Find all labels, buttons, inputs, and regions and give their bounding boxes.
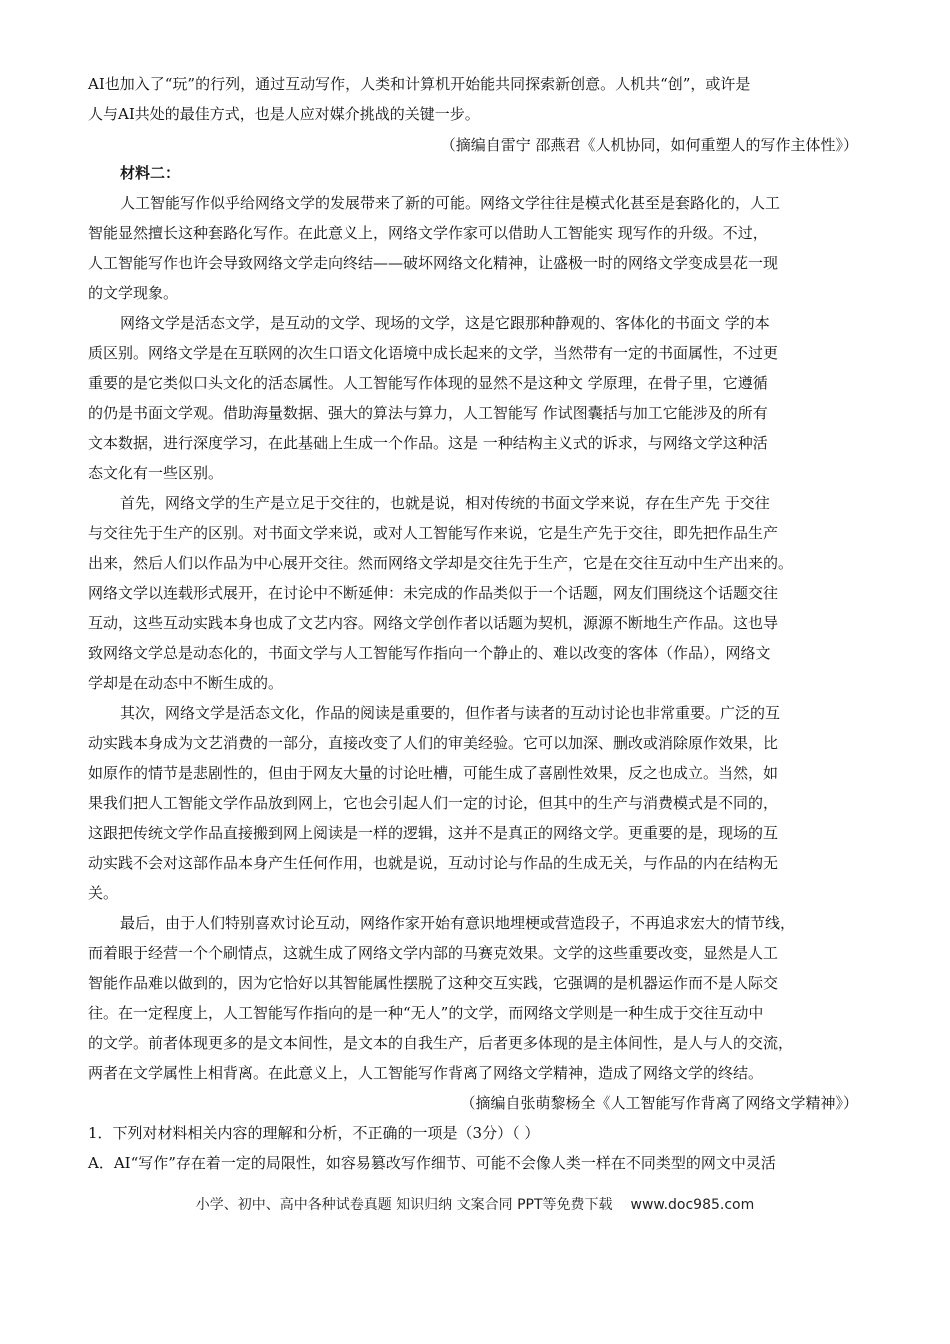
body-line: 重要的是它类似口头文化的活态属性。人工智能写作体现的显然不是这种文 学原理，在骨子里，它遵循 xyxy=(88,374,768,392)
body-line: 态文化有一些区别。 xyxy=(88,464,224,482)
body-line: 致网络文学总是动态化的，书面文学与人工智能写作指向一个静止的、难以改变的客体（作品），网络文 xyxy=(88,644,771,662)
body-line: 两者在文学属性上相背离。在此意义上，人工智能写作背离了网络文学精神，造成了网络文学的终结。 xyxy=(88,1064,764,1082)
body-line: 人工智能写作也许会导致网络文学走向终结——破坏网络文化精神，让盛极一时的网络文学变成昙花一现 xyxy=(88,254,779,272)
body-line: 人与AI共处的最佳方式，也是人应对媒介挑战的关键一步。 xyxy=(88,105,480,123)
body-line: 的文学现象。 xyxy=(88,284,179,302)
body-line: 往。在一定程度上，人工智能写作指向的是一种“无人”的文学，而网络文学则是一种生成于交往互动中 xyxy=(88,1004,764,1022)
body-line: 文本数据，进行深度学习，在此基础上生成一个作品。这是 一种结构主义式的诉求，与网络文学这种活 xyxy=(88,434,768,452)
body-line: 质区别。网络文学是在互联网的次生口语文化语境中成长起来的文学，当然带有一定的书面属性，不过更 xyxy=(88,344,779,362)
question-stem: 1．下列对材料相关内容的理解和分析，不正确的一项是（3分）（ ） xyxy=(88,1124,540,1142)
body-line: 的仍是书面文学观。借助海量数据、强大的算法与算力，人工智能写 作试图囊括与加工它能涉及的所有 xyxy=(88,404,768,422)
body-line: 最后，由于人们特别喜欢讨论互动，网络作家开始有意识地埋梗或营造段子，不再追求宏大的情节线， xyxy=(120,914,796,932)
answer-option-a: A．AI“写作”存在着一定的局限性，如容易篡改写作细节、可能不会像人类一样在不同类型的网文中灵活 xyxy=(88,1154,776,1172)
body-line: 智能作品难以做到的，因为它恰好以其智能属性摆脱了这种交互实践，它强调的是机器运作而不是人际交 xyxy=(88,974,779,992)
body-line: 与交往先于生产的区别。对书面文学来说，或对人工智能写作来说，它是生产先于交往，即先把作品生产 xyxy=(88,524,779,542)
body-line: 关。 xyxy=(88,884,119,902)
body-line: 而着眼于经营一个个刷情点，这就生成了网络文学内部的马赛克效果。文学的这些重要改变，显然是人工 xyxy=(88,944,779,962)
body-line: 的文学。前者体现更多的是文本间性，是文本的自我生产，后者更多体现的是主体间性，是人与人的交流， xyxy=(88,1034,794,1052)
body-line: 智能显然擅长这种套路化写作。在此意义上，网络文学作家可以借助人工智能实 现写作的升级。不过， xyxy=(88,224,768,242)
section-heading: 材料二： xyxy=(120,164,181,182)
body-line: 网络文学是活态文学，是互动的文学、现场的文学，这是它跟那种静观的、客体化的书面文 学的本 xyxy=(120,314,770,332)
source-citation: （摘编自雷宁 邵燕君《人机协同，如何重塑人的写作主体性》） xyxy=(440,136,858,154)
footer-url[interactable]: www.doc985.com xyxy=(630,1197,755,1213)
body-line: 这跟把传统文学作品直接搬到网上阅读是一样的逻辑，这并不是真正的网络文学。更重要的是，现场的互 xyxy=(88,824,779,842)
body-line: 学却是在动态中不断生成的。 xyxy=(88,674,284,692)
body-line: 动实践不会对这部作品本身产生任何作用，也就是说，互动讨论与作品的生成无关，与作品的内在结构无 xyxy=(88,854,779,872)
body-line: 互动，这些互动实践本身也成了文艺内容。网络文学创作者以话题为契机，源源不断地生产作品。这也导 xyxy=(88,614,779,632)
body-line: 首先，网络文学的生产是立足于交往的，也就是说，相对传统的书面文学来说，存在生产先 于交往 xyxy=(120,494,770,512)
body-line: 动实践本身成为文艺消费的一部分，直接改变了人们的审美经验。它可以加深、删改或消除原作效果，比 xyxy=(88,734,779,752)
body-line: AI也加入了“玩”的行列，通过互动写作，人类和计算机开始能共同探索新创意。人机共“创”，或许是 xyxy=(88,75,751,93)
body-line: 人工智能写作似乎给网络文学的发展带来了新的可能。网络文学往往是模式化甚至是套路化的，人工 xyxy=(120,194,781,212)
page-footer xyxy=(0,1194,950,1214)
footer-text: 小学、初中、高中各种试卷真题 知识归纳 文案合同 PPT等免费下载 xyxy=(195,1197,613,1213)
body-line: 其次，网络文学是活态文化，作品的阅读是重要的，但作者与读者的互动讨论也非常重要。广泛的互 xyxy=(120,704,781,722)
body-line: 出来，然后人们以作品为中心展开交往。然而网络文学却是交往先于生产，它是在交往互动中生产出来的。 xyxy=(88,554,794,572)
body-line: 果我们把人工智能文学作品放到网上，它也会引起人们一定的讨论，但其中的生产与消费模式是不同的， xyxy=(88,794,779,812)
body-line: 网络文学以连载形式展开，在讨论中不断延伸：未完成的作品类似于一个话题，网友们围绕这个话题交往 xyxy=(88,584,779,602)
source-citation: （摘编自张萌黎杨全《人工智能写作背离了网络文学精神》） xyxy=(460,1094,858,1112)
body-line: 如原作的情节是悲剧性的，但由于网友大量的讨论吐槽，可能生成了喜剧性效果，反之也成立。当然，如 xyxy=(88,764,779,782)
